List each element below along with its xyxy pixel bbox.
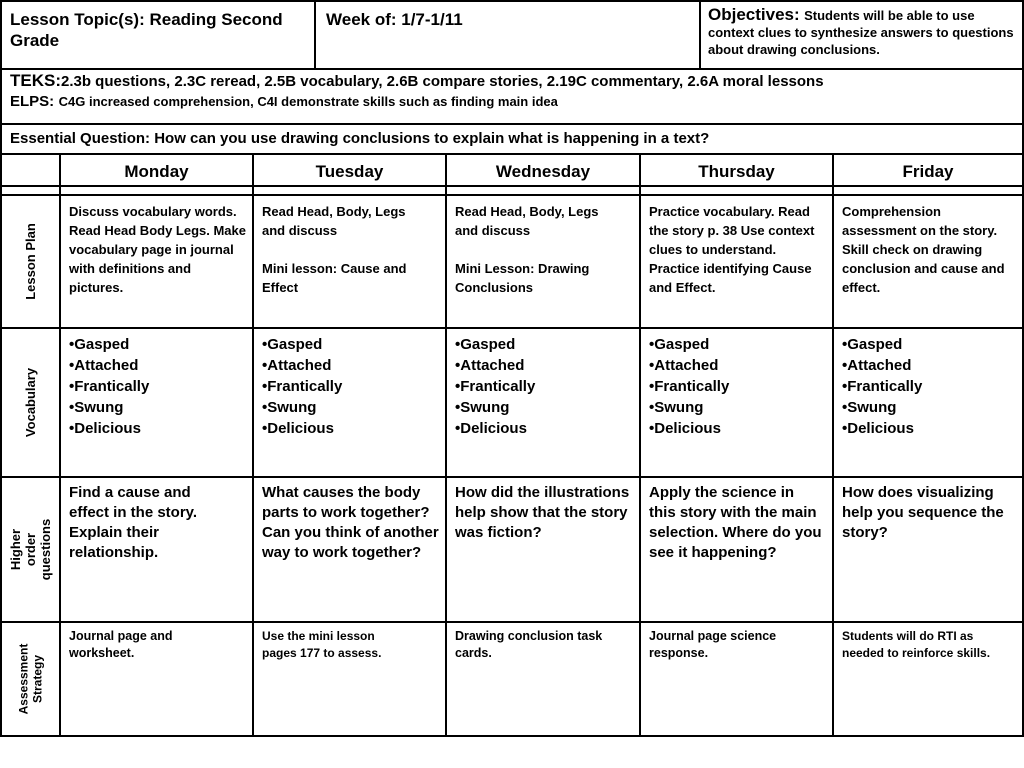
grid-line	[0, 735, 1024, 737]
higher-order-monday: Find a cause and effect in the story. Explain their relationship.	[69, 484, 198, 561]
lesson-plan-friday: Comprehension assessment on the story. Skill check on drawing conclusion and cause and effect.	[842, 204, 1005, 295]
higher-order-wednesday: How did the illustrations help show that the story was fiction?	[455, 484, 630, 541]
row-label-lesson-plan: Lesson Plan	[23, 223, 39, 300]
day-header-thursday: Thursday	[698, 162, 775, 181]
row-label-assessment: Assessment Strategy	[16, 643, 45, 715]
grid-line	[0, 621, 1024, 623]
vocab-item: •Attached	[649, 357, 719, 374]
vocab-item: •Frantically	[69, 378, 150, 395]
vocab-item: •Swung	[649, 399, 704, 416]
vocab-item: •Delicious	[69, 420, 141, 437]
lesson-plan-wednesday: Read Head, Body, Legs and discuss Mini Lesson: Drawing Conclusions	[455, 204, 599, 295]
vocabulary-monday	[69, 334, 247, 439]
elps-label: ELPS:	[10, 93, 55, 110]
lesson-plan-tuesday: Read Head, Body, Legs and discuss Mini lesson: Cause and Effect	[262, 204, 407, 295]
grid-line	[0, 476, 1024, 478]
teks-label: TEKS:	[10, 71, 61, 90]
vocab-item: •Swung	[69, 399, 124, 416]
grid-line	[0, 153, 1024, 155]
objectives	[708, 6, 1020, 66]
week-of: Week of: 1/7-1/11	[326, 10, 463, 29]
grid-line	[0, 194, 1024, 196]
objectives-label: Objectives:	[708, 6, 800, 24]
vocab-item: •Attached	[262, 357, 332, 374]
objectives-text: Students will be able to use context clues to synthesize answers to questions about drawing conclusions.	[708, 8, 1014, 57]
grid-line	[314, 0, 316, 70]
day-header-tuesday: Tuesday	[315, 162, 384, 181]
lesson-topic: Lesson Topic(s): Reading Second Grade	[10, 10, 283, 50]
assessment-monday: Journal page and worksheet.	[69, 629, 173, 660]
vocab-item: •Swung	[262, 399, 317, 416]
grid-line	[445, 153, 447, 737]
grid-line	[0, 68, 1024, 70]
higher-order-friday: How does visualizing help you sequence the story?	[842, 484, 1004, 541]
vocab-item: •Frantically	[842, 378, 923, 395]
grid-line	[0, 0, 1024, 2]
vocab-item: •Attached	[455, 357, 525, 374]
grid-line	[832, 153, 834, 737]
vocab-item: •Delicious	[649, 420, 721, 437]
assessment-wednesday: Drawing conclusion task cards.	[455, 629, 603, 660]
day-header-monday: Monday	[124, 162, 189, 181]
vocabulary-friday	[842, 334, 1018, 439]
vocab-item: •Delicious	[455, 420, 527, 437]
vocab-item: •Swung	[455, 399, 510, 416]
vocab-item: •Gasped	[455, 336, 516, 353]
grid-line	[639, 153, 641, 737]
vocabulary-thursday	[649, 334, 827, 439]
higher-order-tuesday: What causes the body parts to work together? Can you think of another way to work together?	[262, 484, 439, 561]
teks-line	[10, 71, 1020, 92]
vocabulary-tuesday	[262, 334, 440, 439]
lesson-plan-monday: Discuss vocabulary words. Read Head Body Legs. Make vocabulary page in journal with definitions and pictures.	[69, 204, 246, 295]
vocab-item: •Gasped	[262, 336, 323, 353]
grid-line	[699, 0, 701, 70]
lesson-plan-thursday: Practice vocabulary. Read the story p. 38 Use context clues to understand. Practice identifying Cause and Effect.	[649, 204, 815, 295]
vocabulary-wednesday	[455, 334, 633, 439]
vocab-item: •Gasped	[649, 336, 710, 353]
assessment-thursday: Journal page science response.	[649, 629, 777, 660]
grid-line	[0, 123, 1024, 125]
vocab-item: •Frantically	[649, 378, 730, 395]
vocab-item: •Attached	[69, 357, 139, 374]
vocab-item: •Gasped	[69, 336, 130, 353]
grid-line	[59, 153, 61, 737]
vocab-item: •Attached	[842, 357, 912, 374]
vocab-item: •Frantically	[262, 378, 343, 395]
grid-line	[252, 153, 254, 737]
assessment-tuesday: Use the mini lesson pages 177 to assess.	[262, 629, 382, 660]
day-header-friday: Friday	[902, 162, 954, 181]
assessment-friday: Students will do RTI as needed to reinforce skills.	[842, 629, 991, 660]
row-label-vocabulary: Vocabulary	[23, 367, 38, 438]
row-label-higher-order: Higher order questions	[8, 518, 53, 581]
vocab-item: •Frantically	[455, 378, 536, 395]
day-header-wednesday: Wednesday	[495, 162, 591, 181]
grid-line	[0, 185, 1024, 187]
vocab-item: •Delicious	[842, 420, 914, 437]
elps-text: C4G increased comprehension, C4I demonstrate skills such as finding main idea	[58, 94, 558, 109]
vocab-item: •Swung	[842, 399, 897, 416]
higher-order-thursday: Apply the science in this story with the main selection. Where do you see it happening?	[649, 484, 822, 561]
elps-line	[10, 92, 1020, 112]
vocab-item: •Gasped	[842, 336, 903, 353]
grid-line	[0, 327, 1024, 329]
teks-text: 2.3b questions, 2.3C reread, 2.5B vocabulary, 2.6B compare stories, 2.19C commentary, 2.6A moral lessons	[61, 73, 824, 90]
vocab-item: •Delicious	[262, 420, 334, 437]
essential-question: Essential Question: How can you use drawing conclusions to explain what is happening in a text?	[10, 130, 710, 147]
